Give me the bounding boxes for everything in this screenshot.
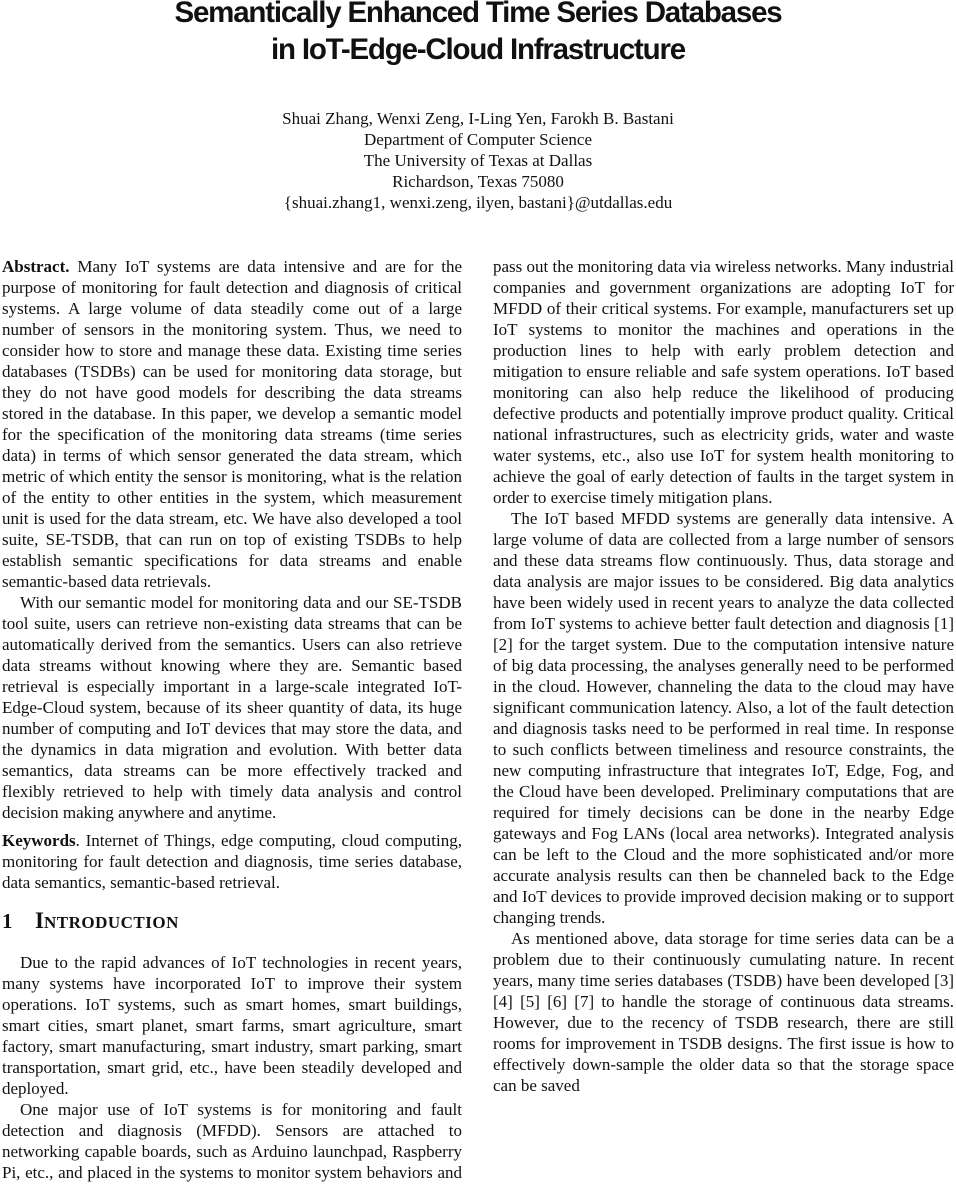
author-department: Department of Computer Science (363, 130, 592, 149)
abstract-paragraph-2: With our semantic model for monitoring data and our SE-TSDB tool suite, users can retrieve non-existing data streams that can be automatically derived from the semantics. Users can also retrieve data streams without knowing where they are. Semantic based retrieval is especially important in a large-scale integrated IoT-Edge-Cloud system, because of its sheer quantity of data, its huge number of computing and IoT devices that may store the data, and the dynamics in data migration and evolution. With better data semantics, data streams can be more effectively tracked and flexibly retrieved to help with timely data analysis and control decision making anywhere and anytime. (2, 593, 462, 822)
author-location: Richardson, Texas 75080 (392, 172, 564, 191)
section-number: 1 (2, 909, 13, 933)
abstract-label: Abstract. (2, 257, 70, 276)
left-column (2, 256, 462, 1183)
author-names: Shuai Zhang, Wenxi Zeng, I-Ling Yen, Farokh B. Bastani (282, 109, 674, 128)
paper-title (0, 0, 956, 68)
intro-paragraph-2-continued: pass out the monitoring data via wireless networks. Many industrial companies and government organizations are adopting IoT for MFDD of their critical systems. For example, manufacturers set up IoT systems to monitor the machines and operations in the production lines to help with early problem detection and mitigation to ensure reliable and safe system operations. IoT based monitoring can also help reduce the likelihood of producing defective products and potentially improve product quality. Critical national infrastructures, such as electricity grids, water and waste water systems, etc., also use IoT for system health monitoring to achieve the goal of early detection of faults in the target system in order to exercise timely mitigation plans. (493, 257, 954, 507)
keywords-paragraph (2, 830, 462, 893)
intro-paragraph-1: Due to the rapid advances of IoT technologies in recent years, many systems have incorporated IoT to improve their system operations. IoT systems, such as smart homes, smart buildings, smart cities, smart planet, smart farms, smart agriculture, smart factory, smart manufacturing, smart industry, smart parking, smart transportation, smart grid, etc., have been steadily developed and deployed. (2, 953, 462, 1098)
title-line-1: Semantically Enhanced Time Series Databases (174, 0, 782, 29)
keywords-text: . Internet of Things, edge computing, cloud computing, monitoring for fault detection and diagnosis, time series database, data semantics, semantic-based retrieval. (2, 831, 462, 892)
author-emails: {shuai.zhang1, wenxi.zeng, ilyen, bastani}@utdallas.edu (283, 193, 673, 212)
author-block (0, 108, 956, 213)
right-column (493, 256, 954, 1096)
title-line-2: in IoT-Edge-Cloud Infrastructure (271, 33, 685, 66)
keywords-label: Keywords (2, 831, 76, 850)
abstract-text-1: Many IoT systems are data intensive and are for the purpose of monitoring for fault detection and diagnosis of critical systems. A large volume of data steadily come out of a large number of sensors in the monitoring system. Thus, we need to consider how to store and manage these data. Existing time series databases (TSDBs) can be used for monitoring data storage, but they do not have good models for describing the data streams stored in the database. In this paper, we develop a semantic model for the specification of the monitoring data streams (time series data) in terms of which sensor generated the data stream, which metric of which entity the sensor is monitoring, what is the relation of the entity to other entities in the system, which measurement unit is used for the data stream, etc. We have also developed a tool suite, SE-TSDB, that can run on top of existing TSDBs to help establish semantic specifications for data streams and enable semantic-based data retrievals. (2, 257, 462, 591)
section-title-rest: NTRODUCTION (43, 913, 179, 932)
author-university: The University of Texas at Dallas (363, 151, 593, 170)
intro-paragraph-4: As mentioned above, data storage for time series data can be a problem due to their continuously cumulating nature. In recent years, many time series databases (TSDB) have been developed [3] [4] [5] [6] [7] to handle the storage of continuous data streams. However, due to the recency of TSDB research, there are still rooms for improvement in TSDB designs. The first issue is how to effectively down-sample the older data so that the storage space can be saved (493, 929, 954, 1095)
section-heading-introduction (2, 908, 462, 936)
intro-paragraph-2: One major use of IoT systems is for monitoring and fault detection and diagnosis (MFDD). Sensors are attached to networking capable boards, such as Arduino launchpad, Raspberry Pi, etc., and placed in the systems to monitor system behaviors and (2, 1100, 462, 1182)
abstract-paragraph-1 (2, 256, 462, 592)
section-title-initial: I (35, 908, 44, 933)
intro-paragraph-3: The IoT based MFDD systems are generally data intensive. A large volume of data are collected from a large number of sensors and these data streams flow continuously. Thus, data storage and data analysis are major issues to be considered. Big data analytics have been widely used in recent years to analyze the data collected from IoT systems to achieve better fault detection and diagnosis [1] [2] for the target system. Due to the computation intensive nature of big data processing, the analyses generally need to be performed in the cloud. However, channeling the data to the cloud may have significant communication latency. Also, a lot of the fault detection and diagnosis tasks need to be performed in real time. In response to such conflicts between timeliness and resource constraints, the new computing infrastructure that integrates IoT, Edge, Fog, and the Cloud have been developed. Preliminary computations that are required for timely decisions can be done in the nearby Edge gateways and Fog LANs (local area networks). Integrated analysis can be left to the Cloud and the more sophisticated and/or more accurate analysis results can then be channeled back to the Edge and IoT devices to provide improved decision making or to support changing trends. (493, 509, 954, 927)
